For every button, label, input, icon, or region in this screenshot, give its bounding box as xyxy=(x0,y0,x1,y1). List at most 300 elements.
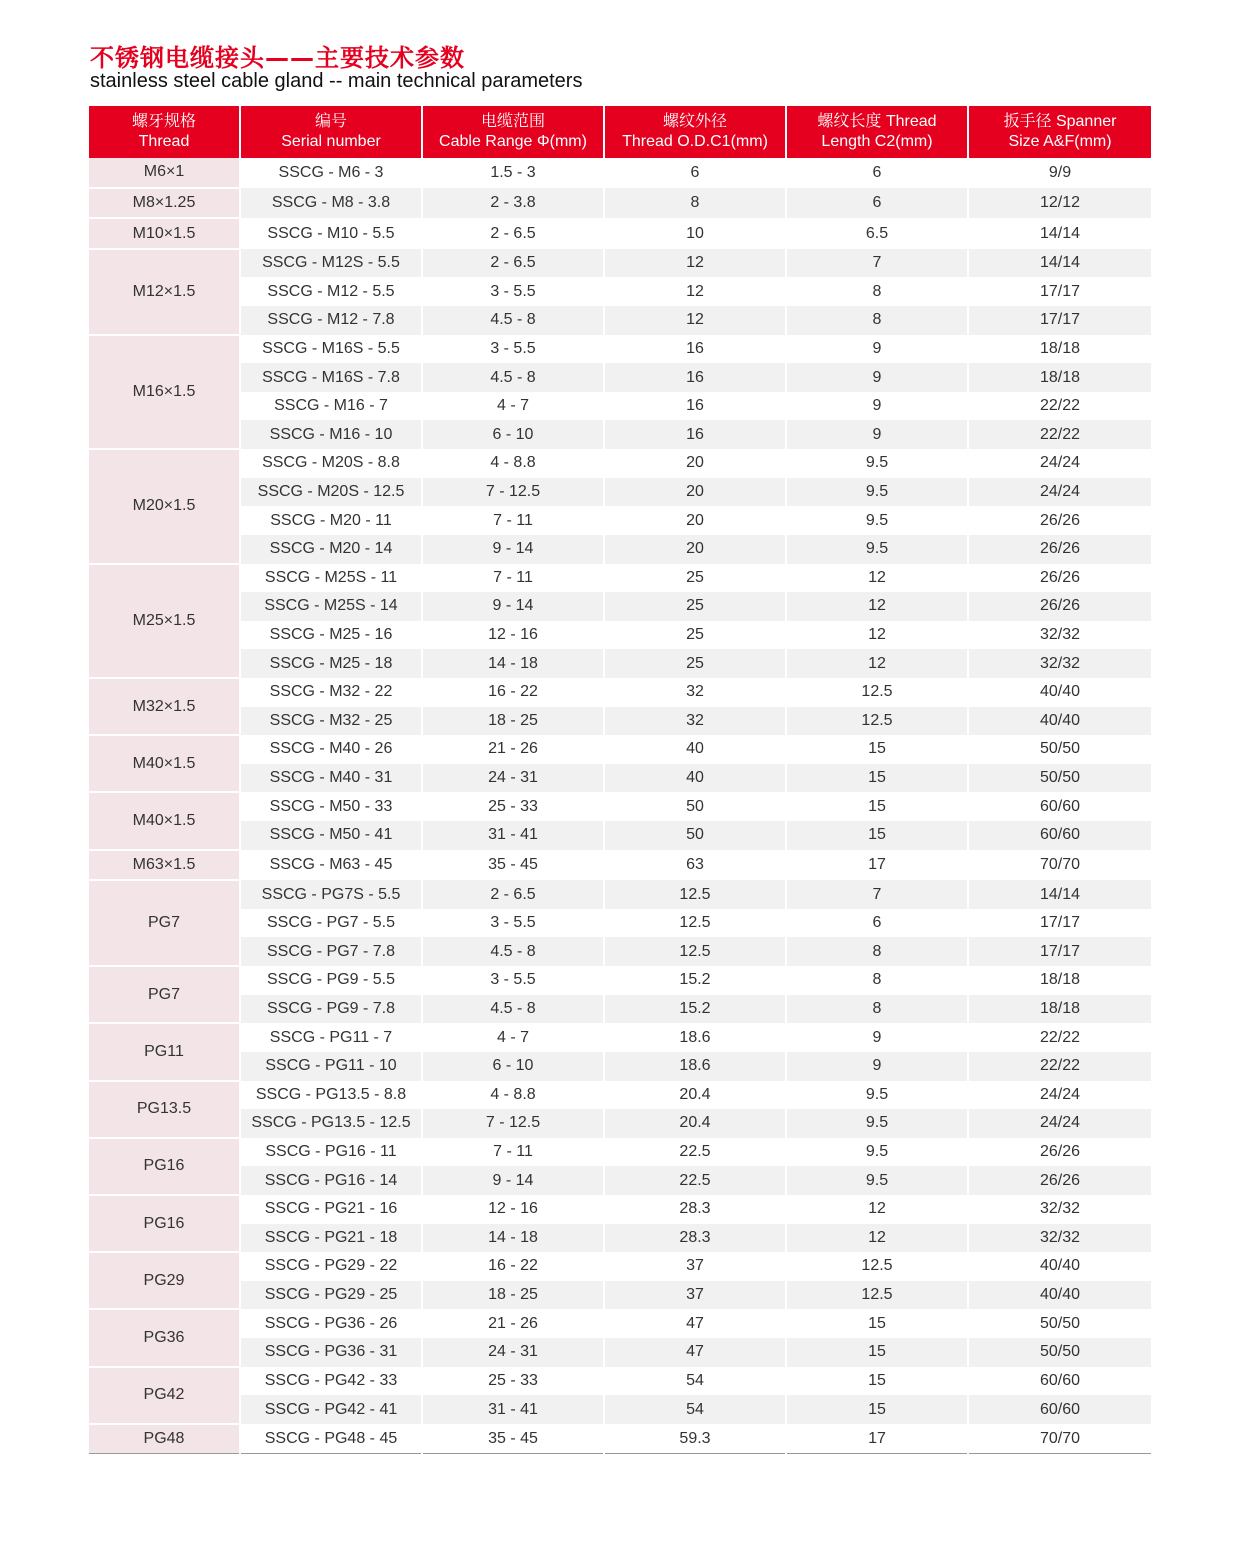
thread-od-cell: 37 xyxy=(604,1281,786,1310)
table-row xyxy=(89,1109,1151,1138)
cable-range-cell: 3 - 5.5 xyxy=(422,277,604,306)
spanner-size-cell: 50/50 xyxy=(968,764,1151,793)
spanner-size-cell: 70/70 xyxy=(968,1424,1151,1454)
thread-od-cell: 50 xyxy=(604,821,786,850)
spanner-size-cell: 32/32 xyxy=(968,649,1151,678)
header-thread-od: 螺纹外径 Thread O.D.C1(mm) xyxy=(604,106,786,158)
serial-number-cell: SSCG - M6 - 3 xyxy=(240,158,422,188)
thread-length-cell: 7 xyxy=(786,880,968,909)
thread-od-cell: 22.5 xyxy=(604,1166,786,1195)
serial-number-cell: SSCG - M25S - 11 xyxy=(240,564,422,593)
cable-range-cell: 3 - 5.5 xyxy=(422,335,604,364)
cable-range-cell: 9 - 14 xyxy=(422,592,604,621)
thread-cell: PG36 xyxy=(89,1309,240,1366)
table-row xyxy=(89,335,1151,364)
serial-number-cell: SSCG - M12S - 5.5 xyxy=(240,249,422,278)
table-row xyxy=(89,188,1151,219)
cable-range-cell: 4 - 7 xyxy=(422,392,604,421)
thread-cell: M10×1.5 xyxy=(89,218,240,249)
spanner-size-cell: 60/60 xyxy=(968,792,1151,821)
table-row xyxy=(89,1395,1151,1424)
cable-range-cell: 21 - 26 xyxy=(422,735,604,764)
cable-range-cell: 6 - 10 xyxy=(422,420,604,449)
thread-cell: PG7 xyxy=(89,966,240,1023)
thread-length-cell: 9 xyxy=(786,392,968,421)
thread-length-cell: 12 xyxy=(786,592,968,621)
thread-od-cell: 8 xyxy=(604,188,786,219)
thread-cell: PG16 xyxy=(89,1138,240,1195)
table-row xyxy=(89,621,1151,650)
thread-od-cell: 12 xyxy=(604,306,786,335)
thread-cell: M16×1.5 xyxy=(89,335,240,449)
thread-od-cell: 16 xyxy=(604,420,786,449)
spanner-size-cell: 17/17 xyxy=(968,277,1151,306)
thread-length-cell: 15 xyxy=(786,792,968,821)
serial-number-cell: SSCG - PG42 - 33 xyxy=(240,1367,422,1396)
table-row xyxy=(89,735,1151,764)
thread-od-cell: 12 xyxy=(604,277,786,306)
cable-range-cell: 31 - 41 xyxy=(422,1395,604,1424)
table-row xyxy=(89,392,1151,421)
thread-length-cell: 8 xyxy=(786,306,968,335)
serial-number-cell: SSCG - PG36 - 31 xyxy=(240,1338,422,1367)
thread-cell: M12×1.5 xyxy=(89,249,240,335)
cable-range-cell: 4.5 - 8 xyxy=(422,306,604,335)
serial-number-cell: SSCG - M50 - 33 xyxy=(240,792,422,821)
spanner-size-cell: 60/60 xyxy=(968,1367,1151,1396)
cable-range-cell: 4 - 8.8 xyxy=(422,1081,604,1110)
spanner-size-cell: 22/22 xyxy=(968,1023,1151,1052)
header-thread: 螺牙规格 Thread xyxy=(89,106,240,158)
serial-number-cell: SSCG - M20S - 8.8 xyxy=(240,449,422,478)
spanner-size-cell: 50/50 xyxy=(968,735,1151,764)
table-row xyxy=(89,707,1151,736)
cable-range-cell: 2 - 3.8 xyxy=(422,188,604,219)
thread-od-cell: 16 xyxy=(604,363,786,392)
spanner-size-cell: 12/12 xyxy=(968,188,1151,219)
spanner-size-cell: 40/40 xyxy=(968,1281,1151,1310)
serial-number-cell: SSCG - PG11 - 10 xyxy=(240,1052,422,1081)
thread-cell: M32×1.5 xyxy=(89,678,240,735)
thread-od-cell: 12.5 xyxy=(604,937,786,966)
serial-number-cell: SSCG - PG42 - 41 xyxy=(240,1395,422,1424)
thread-od-cell: 50 xyxy=(604,792,786,821)
spanner-size-cell: 26/26 xyxy=(968,564,1151,593)
thread-od-cell: 25 xyxy=(604,621,786,650)
thread-cell: M8×1.25 xyxy=(89,188,240,219)
serial-number-cell: SSCG - PG29 - 22 xyxy=(240,1252,422,1281)
thread-length-cell: 8 xyxy=(786,277,968,306)
thread-length-cell: 17 xyxy=(786,1424,968,1454)
cable-range-cell: 9 - 14 xyxy=(422,535,604,564)
spanner-size-cell: 24/24 xyxy=(968,449,1151,478)
cable-range-cell: 3 - 5.5 xyxy=(422,966,604,995)
table-header-row xyxy=(89,106,1151,158)
thread-cell: PG7 xyxy=(89,880,240,966)
cable-range-cell: 14 - 18 xyxy=(422,1224,604,1253)
table-row xyxy=(89,249,1151,278)
header-thread-length: 螺纹长度 Thread Length C2(mm) xyxy=(786,106,968,158)
spanner-size-cell: 40/40 xyxy=(968,707,1151,736)
cable-range-cell: 12 - 16 xyxy=(422,621,604,650)
cable-range-cell: 2 - 6.5 xyxy=(422,249,604,278)
table-row xyxy=(89,564,1151,593)
thread-length-cell: 15 xyxy=(786,1309,968,1338)
thread-length-cell: 6 xyxy=(786,158,968,188)
spanner-size-cell: 32/32 xyxy=(968,1195,1151,1224)
spanner-size-cell: 60/60 xyxy=(968,821,1151,850)
thread-length-cell: 15 xyxy=(786,821,968,850)
thread-od-cell: 18.6 xyxy=(604,1023,786,1052)
thread-od-cell: 20.4 xyxy=(604,1109,786,1138)
thread-length-cell: 9 xyxy=(786,420,968,449)
table-row xyxy=(89,535,1151,564)
thread-length-cell: 8 xyxy=(786,937,968,966)
serial-number-cell: SSCG - M12 - 7.8 xyxy=(240,306,422,335)
thread-length-cell: 15 xyxy=(786,764,968,793)
spanner-size-cell: 70/70 xyxy=(968,850,1151,881)
serial-number-cell: SSCG - PG13.5 - 12.5 xyxy=(240,1109,422,1138)
serial-number-cell: SSCG - M25S - 14 xyxy=(240,592,422,621)
spanner-size-cell: 32/32 xyxy=(968,621,1151,650)
table-row xyxy=(89,277,1151,306)
table-row xyxy=(89,449,1151,478)
thread-cell: PG42 xyxy=(89,1367,240,1424)
thread-length-cell: 12.5 xyxy=(786,707,968,736)
spanner-size-cell: 26/26 xyxy=(968,535,1151,564)
serial-number-cell: SSCG - PG7 - 5.5 xyxy=(240,909,422,938)
cable-range-cell: 16 - 22 xyxy=(422,1252,604,1281)
spanner-size-cell: 24/24 xyxy=(968,1109,1151,1138)
cable-range-cell: 7 - 12.5 xyxy=(422,478,604,507)
table-row xyxy=(89,1338,1151,1367)
cable-range-cell: 18 - 25 xyxy=(422,707,604,736)
page-title-english: stainless steel cable gland -- main technical parameters xyxy=(90,70,583,92)
table-row xyxy=(89,506,1151,535)
cable-range-cell: 25 - 33 xyxy=(422,1367,604,1396)
table-row xyxy=(89,592,1151,621)
spanner-size-cell: 40/40 xyxy=(968,1252,1151,1281)
spanner-size-cell: 9/9 xyxy=(968,158,1151,188)
thread-length-cell: 6 xyxy=(786,909,968,938)
cable-range-cell: 35 - 45 xyxy=(422,850,604,881)
cable-range-cell: 4.5 - 8 xyxy=(422,937,604,966)
serial-number-cell: SSCG - M16 - 7 xyxy=(240,392,422,421)
cable-range-cell: 24 - 31 xyxy=(422,764,604,793)
spanner-size-cell: 26/26 xyxy=(968,506,1151,535)
serial-number-cell: SSCG - M12 - 5.5 xyxy=(240,277,422,306)
table-row xyxy=(89,363,1151,392)
thread-length-cell: 9 xyxy=(786,335,968,364)
serial-number-cell: SSCG - M50 - 41 xyxy=(240,821,422,850)
thread-length-cell: 6.5 xyxy=(786,218,968,249)
serial-number-cell: SSCG - M16 - 10 xyxy=(240,420,422,449)
cable-range-cell: 4.5 - 8 xyxy=(422,995,604,1024)
serial-number-cell: SSCG - PG21 - 18 xyxy=(240,1224,422,1253)
table-row xyxy=(89,995,1151,1024)
thread-cell: M40×1.5 xyxy=(89,792,240,849)
thread-length-cell: 9 xyxy=(786,1023,968,1052)
header-cable-range: 电缆范围 Cable Range Φ(mm) xyxy=(422,106,604,158)
thread-od-cell: 20 xyxy=(604,449,786,478)
serial-number-cell: SSCG - M20 - 14 xyxy=(240,535,422,564)
thread-od-cell: 16 xyxy=(604,335,786,364)
table-row xyxy=(89,478,1151,507)
thread-od-cell: 10 xyxy=(604,218,786,249)
thread-length-cell: 8 xyxy=(786,995,968,1024)
spanner-size-cell: 50/50 xyxy=(968,1338,1151,1367)
thread-length-cell: 12.5 xyxy=(786,1252,968,1281)
cable-range-cell: 7 - 11 xyxy=(422,564,604,593)
thread-od-cell: 54 xyxy=(604,1395,786,1424)
thread-length-cell: 9.5 xyxy=(786,478,968,507)
spanner-size-cell: 32/32 xyxy=(968,1224,1151,1253)
cable-range-cell: 7 - 12.5 xyxy=(422,1109,604,1138)
thread-length-cell: 9.5 xyxy=(786,535,968,564)
thread-length-cell: 9.5 xyxy=(786,1109,968,1138)
thread-od-cell: 15.2 xyxy=(604,966,786,995)
serial-number-cell: SSCG - PG13.5 - 8.8 xyxy=(240,1081,422,1110)
table-row xyxy=(89,850,1151,881)
serial-number-cell: SSCG - PG36 - 26 xyxy=(240,1309,422,1338)
thread-od-cell: 25 xyxy=(604,649,786,678)
table-row xyxy=(89,1166,1151,1195)
serial-number-cell: SSCG - M25 - 18 xyxy=(240,649,422,678)
thread-cell: PG13.5 xyxy=(89,1081,240,1138)
thread-length-cell: 12.5 xyxy=(786,678,968,707)
cable-range-cell: 7 - 11 xyxy=(422,1138,604,1167)
thread-length-cell: 17 xyxy=(786,850,968,881)
table-row xyxy=(89,420,1151,449)
serial-number-cell: SSCG - M25 - 16 xyxy=(240,621,422,650)
table-row xyxy=(89,306,1151,335)
serial-number-cell: SSCG - M40 - 26 xyxy=(240,735,422,764)
cable-range-cell: 24 - 31 xyxy=(422,1338,604,1367)
serial-number-cell: SSCG - PG29 - 25 xyxy=(240,1281,422,1310)
table-row xyxy=(89,1023,1151,1052)
serial-number-cell: SSCG - M32 - 22 xyxy=(240,678,422,707)
table-row xyxy=(89,792,1151,821)
thread-od-cell: 12.5 xyxy=(604,880,786,909)
cable-range-cell: 6 - 10 xyxy=(422,1052,604,1081)
table-row xyxy=(89,1252,1151,1281)
cable-range-cell: 12 - 16 xyxy=(422,1195,604,1224)
thread-od-cell: 20 xyxy=(604,535,786,564)
thread-od-cell: 12 xyxy=(604,249,786,278)
table-row xyxy=(89,1052,1151,1081)
table-row xyxy=(89,909,1151,938)
thread-od-cell: 47 xyxy=(604,1309,786,1338)
cable-range-cell: 25 - 33 xyxy=(422,792,604,821)
thread-length-cell: 12 xyxy=(786,621,968,650)
thread-od-cell: 18.6 xyxy=(604,1052,786,1081)
thread-cell: PG29 xyxy=(89,1252,240,1309)
cable-range-cell: 18 - 25 xyxy=(422,1281,604,1310)
table-row xyxy=(89,1309,1151,1338)
table-body xyxy=(89,158,1151,1454)
thread-od-cell: 6 xyxy=(604,158,786,188)
thread-od-cell: 32 xyxy=(604,707,786,736)
thread-cell: PG16 xyxy=(89,1195,240,1252)
thread-od-cell: 54 xyxy=(604,1367,786,1396)
serial-number-cell: SSCG - M8 - 3.8 xyxy=(240,188,422,219)
thread-length-cell: 15 xyxy=(786,1338,968,1367)
thread-length-cell: 12.5 xyxy=(786,1281,968,1310)
thread-length-cell: 15 xyxy=(786,1395,968,1424)
serial-number-cell: SSCG - PG16 - 14 xyxy=(240,1166,422,1195)
thread-cell: M25×1.5 xyxy=(89,564,240,678)
table-row xyxy=(89,649,1151,678)
thread-od-cell: 59.3 xyxy=(604,1424,786,1454)
thread-cell: M63×1.5 xyxy=(89,850,240,881)
page-title-chinese: 不锈钢电缆接头——主要技术参数 xyxy=(90,44,465,72)
serial-number-cell: SSCG - M10 - 5.5 xyxy=(240,218,422,249)
thread-od-cell: 40 xyxy=(604,735,786,764)
cable-range-cell: 2 - 6.5 xyxy=(422,218,604,249)
spanner-size-cell: 14/14 xyxy=(968,218,1151,249)
spanner-size-cell: 18/18 xyxy=(968,995,1151,1024)
spanner-size-cell: 18/18 xyxy=(968,966,1151,995)
cable-range-cell: 14 - 18 xyxy=(422,649,604,678)
serial-number-cell: SSCG - PG48 - 45 xyxy=(240,1424,422,1454)
thread-od-cell: 20 xyxy=(604,506,786,535)
thread-od-cell: 28.3 xyxy=(604,1195,786,1224)
spanner-size-cell: 24/24 xyxy=(968,478,1151,507)
spanner-size-cell: 18/18 xyxy=(968,363,1151,392)
thread-od-cell: 28.3 xyxy=(604,1224,786,1253)
cable-range-cell: 35 - 45 xyxy=(422,1424,604,1454)
cable-range-cell: 2 - 6.5 xyxy=(422,880,604,909)
spanner-size-cell: 17/17 xyxy=(968,937,1151,966)
cable-range-cell: 7 - 11 xyxy=(422,506,604,535)
serial-number-cell: SSCG - M20 - 11 xyxy=(240,506,422,535)
table-row xyxy=(89,1081,1151,1110)
spanner-size-cell: 40/40 xyxy=(968,678,1151,707)
cable-range-cell: 16 - 22 xyxy=(422,678,604,707)
cable-range-cell: 4 - 8.8 xyxy=(422,449,604,478)
serial-number-cell: SSCG - PG7 - 7.8 xyxy=(240,937,422,966)
table-row xyxy=(89,1281,1151,1310)
cable-range-cell: 1.5 - 3 xyxy=(422,158,604,188)
table-row xyxy=(89,880,1151,909)
thread-length-cell: 12 xyxy=(786,1195,968,1224)
cable-range-cell: 31 - 41 xyxy=(422,821,604,850)
thread-length-cell: 9.5 xyxy=(786,1081,968,1110)
table-row xyxy=(89,966,1151,995)
table-row xyxy=(89,821,1151,850)
technical-parameters-table xyxy=(89,106,1151,1454)
serial-number-cell: SSCG - M16S - 5.5 xyxy=(240,335,422,364)
thread-length-cell: 15 xyxy=(786,735,968,764)
thread-length-cell: 9.5 xyxy=(786,1166,968,1195)
table-row xyxy=(89,218,1151,249)
serial-number-cell: SSCG - PG16 - 11 xyxy=(240,1138,422,1167)
serial-number-cell: SSCG - PG7S - 5.5 xyxy=(240,880,422,909)
thread-od-cell: 47 xyxy=(604,1338,786,1367)
thread-cell: PG11 xyxy=(89,1023,240,1080)
spanner-size-cell: 50/50 xyxy=(968,1309,1151,1338)
thread-length-cell: 6 xyxy=(786,188,968,219)
thread-od-cell: 16 xyxy=(604,392,786,421)
thread-cell: M20×1.5 xyxy=(89,449,240,563)
spanner-size-cell: 17/17 xyxy=(968,306,1151,335)
thread-od-cell: 20.4 xyxy=(604,1081,786,1110)
spanner-size-cell: 26/26 xyxy=(968,592,1151,621)
table-row xyxy=(89,1367,1151,1396)
spanner-size-cell: 14/14 xyxy=(968,249,1151,278)
table-row xyxy=(89,1224,1151,1253)
serial-number-cell: SSCG - M16S - 7.8 xyxy=(240,363,422,392)
thread-length-cell: 12 xyxy=(786,1224,968,1253)
thread-od-cell: 25 xyxy=(604,564,786,593)
thread-length-cell: 9.5 xyxy=(786,449,968,478)
spanner-size-cell: 18/18 xyxy=(968,335,1151,364)
header-spanner-size: 扳手径 Spanner Size A&F(mm) xyxy=(968,106,1151,158)
table-row xyxy=(89,764,1151,793)
table-row xyxy=(89,937,1151,966)
serial-number-cell: SSCG - M63 - 45 xyxy=(240,850,422,881)
thread-od-cell: 40 xyxy=(604,764,786,793)
thread-od-cell: 32 xyxy=(604,678,786,707)
cable-range-cell: 9 - 14 xyxy=(422,1166,604,1195)
cable-range-cell: 4 - 7 xyxy=(422,1023,604,1052)
thread-length-cell: 9 xyxy=(786,363,968,392)
spanner-size-cell: 14/14 xyxy=(968,880,1151,909)
serial-number-cell: SSCG - M32 - 25 xyxy=(240,707,422,736)
thread-length-cell: 7 xyxy=(786,249,968,278)
thread-length-cell: 15 xyxy=(786,1367,968,1396)
thread-cell: M40×1.5 xyxy=(89,735,240,792)
table-row xyxy=(89,1424,1151,1454)
thread-length-cell: 9.5 xyxy=(786,506,968,535)
thread-od-cell: 37 xyxy=(604,1252,786,1281)
serial-number-cell: SSCG - M40 - 31 xyxy=(240,764,422,793)
thread-od-cell: 25 xyxy=(604,592,786,621)
table-row xyxy=(89,1138,1151,1167)
spanner-size-cell: 26/26 xyxy=(968,1166,1151,1195)
serial-number-cell: SSCG - PG9 - 5.5 xyxy=(240,966,422,995)
thread-length-cell: 9 xyxy=(786,1052,968,1081)
table-row xyxy=(89,158,1151,188)
spanner-size-cell: 60/60 xyxy=(968,1395,1151,1424)
spanner-size-cell: 22/22 xyxy=(968,420,1151,449)
cable-range-cell: 21 - 26 xyxy=(422,1309,604,1338)
thread-od-cell: 15.2 xyxy=(604,995,786,1024)
header-serial-number: 编号 Serial number xyxy=(240,106,422,158)
spanner-size-cell: 17/17 xyxy=(968,909,1151,938)
thread-length-cell: 9.5 xyxy=(786,1138,968,1167)
spanner-size-cell: 22/22 xyxy=(968,1052,1151,1081)
thread-od-cell: 63 xyxy=(604,850,786,881)
table-row xyxy=(89,678,1151,707)
thread-od-cell: 22.5 xyxy=(604,1138,786,1167)
thread-length-cell: 8 xyxy=(786,966,968,995)
spanner-size-cell: 22/22 xyxy=(968,392,1151,421)
spanner-size-cell: 26/26 xyxy=(968,1138,1151,1167)
serial-number-cell: SSCG - M20S - 12.5 xyxy=(240,478,422,507)
thread-length-cell: 12 xyxy=(786,564,968,593)
table-row xyxy=(89,1195,1151,1224)
serial-number-cell: SSCG - PG11 - 7 xyxy=(240,1023,422,1052)
thread-length-cell: 12 xyxy=(786,649,968,678)
spanner-size-cell: 24/24 xyxy=(968,1081,1151,1110)
thread-od-cell: 20 xyxy=(604,478,786,507)
cable-range-cell: 3 - 5.5 xyxy=(422,909,604,938)
thread-od-cell: 12.5 xyxy=(604,909,786,938)
serial-number-cell: SSCG - PG9 - 7.8 xyxy=(240,995,422,1024)
cable-range-cell: 4.5 - 8 xyxy=(422,363,604,392)
serial-number-cell: SSCG - PG21 - 16 xyxy=(240,1195,422,1224)
